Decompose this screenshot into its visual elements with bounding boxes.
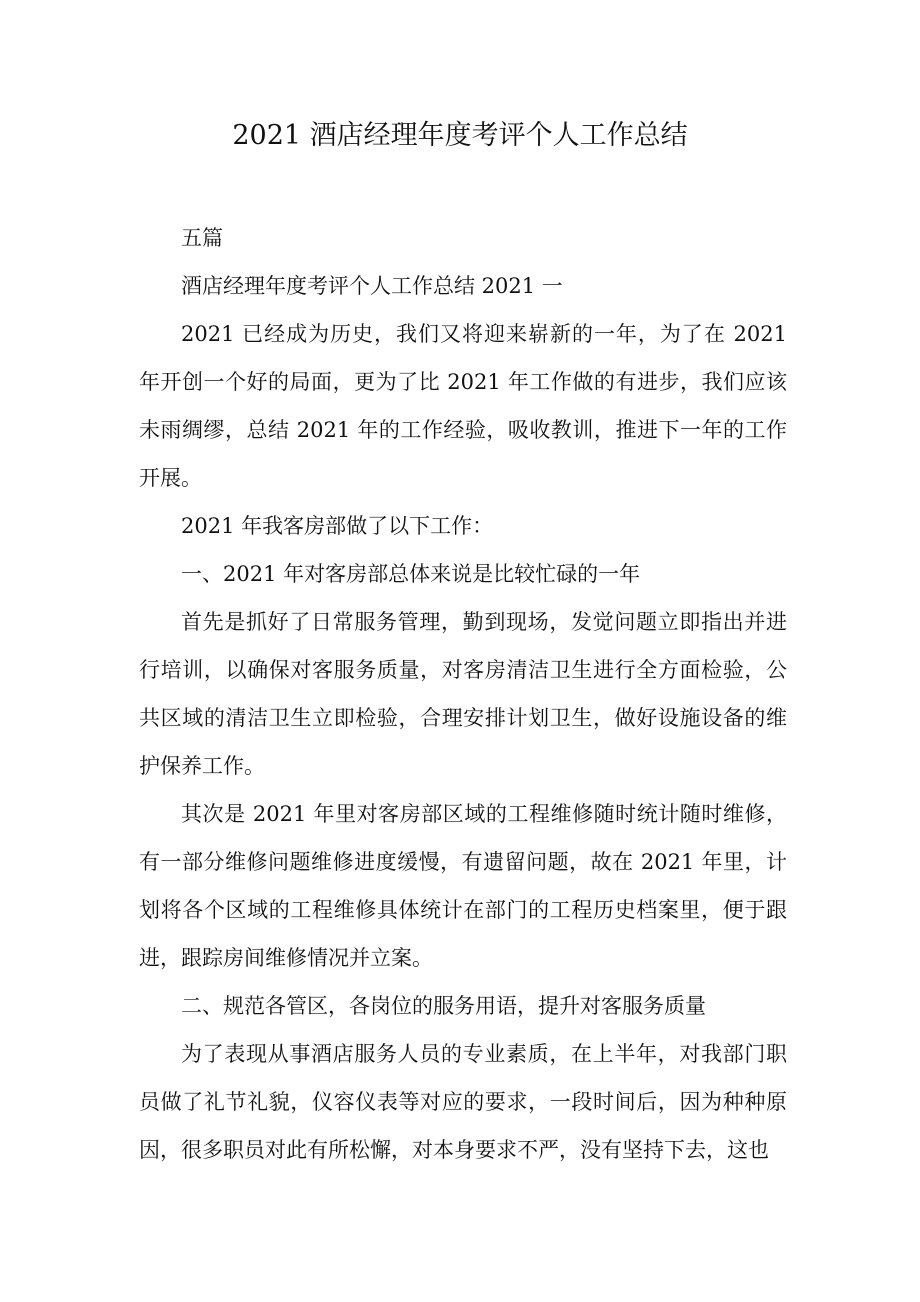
paragraph-third: 为了表现从事酒店服务人员的专业素质，在上半年，对我部门职员做了礼节礼貌，仪容仪表等对应的要求，一段时间后，因为种种原因，很多职员对此有所松懈，对本身要求不严，没有坚持下去，这也 xyxy=(139,1042,787,1162)
paragraph-second: 其次是 2021 年里对客房部区域的工程维修随时统计随时维修，有一部分维修问题维修进度缓慢，有遗留问题，故在 2021 年里，计划将各个区域的工程维修具体统计在部门的工程历史档案里，便于跟进，跟踪房间维修情况并立案。 xyxy=(139,802,787,970)
section-heading-2: 二、规范各管区，各岗位的服务用语，提升对客服务质量 xyxy=(181,994,706,1018)
document-title: 2021 酒店经理年度考评个人工作总结 xyxy=(232,120,688,151)
section-heading-1: 一、2021 年对客房部总体来说是比较忙碌的一年 xyxy=(181,562,641,586)
paragraph-subtitle: 五篇 xyxy=(181,226,223,250)
paragraph-intro: 2021 已经成为历史，我们又将迎来崭新的一年，为了在 2021 年开创一个好的局面，更为了比 2021 年工作做的有进步，我们应该未雨绸缪，总结 2021 年的工作经验，吸收教训，推进下一年的工作开展。 xyxy=(139,322,787,490)
paragraph-work-list-heading: 2021 年我客房部做了以下工作： xyxy=(181,514,494,538)
paragraph-first: 首先是抓好了日常服务管理，勤到现场，发觉问题立即指出并进行培训，以确保对客服务质量，对客房清洁卫生进行全方面检验，公共区域的清洁卫生立即检验，合理安排计划卫生，做好设施设备的维护保养工作。 xyxy=(139,610,787,778)
document-body xyxy=(139,214,787,1174)
paragraph-heading-one: 酒店经理年度考评个人工作总结 2021 一 xyxy=(181,274,563,298)
